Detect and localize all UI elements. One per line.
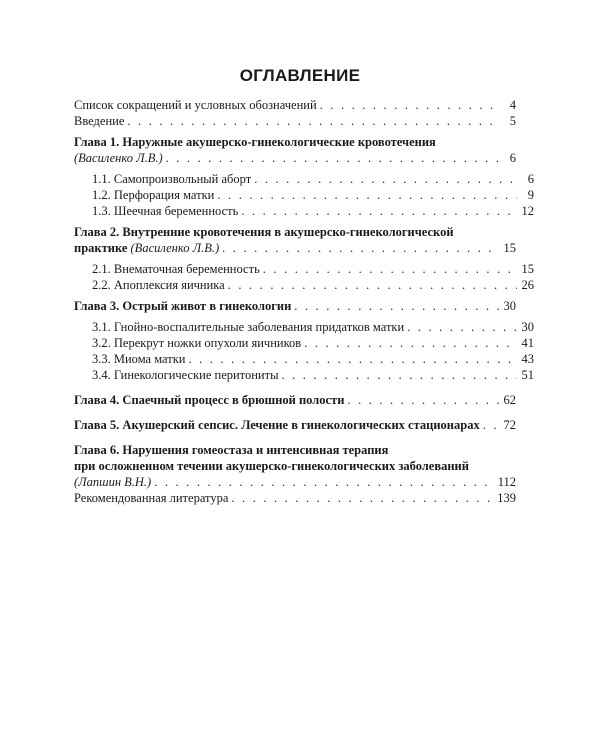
leader-dots [263, 261, 517, 277]
chapter-title: Глава 5. Акушерский сепсис. Лечение в гинекологических стационарах [74, 418, 480, 432]
page-number: 41 [521, 336, 534, 350]
leader-dots [320, 97, 499, 113]
toc-section-2-1[interactable] [74, 261, 534, 277]
page-title: ОГЛАВЛЕНИЕ [239, 66, 361, 85]
leader-dots [483, 417, 499, 433]
leader-dots [154, 474, 494, 490]
leader-dots [347, 392, 499, 408]
section-title: 3.1. Гнойно-воспалительные заболевания придатков матки [92, 320, 405, 334]
toc-section-3-4[interactable] [74, 367, 534, 383]
section-title: 3.4. Гинекологические перитониты [92, 368, 279, 382]
entry-title: Введение [74, 114, 125, 128]
chapter-title: Глава 6. Нарушения гомеостаза и интенсивная терапия [74, 443, 389, 457]
leader-dots [281, 367, 517, 383]
chapter-author: (Василенко Л.В.) [130, 241, 220, 255]
chapter-title: Глава 2. Внутренние кровотечения в акушерско-гинекологической [74, 225, 454, 239]
toc-section-1-1[interactable] [74, 171, 534, 187]
leader-dots [254, 171, 517, 187]
page-number: 26 [521, 278, 534, 292]
section-title: 3.2. Перекрут ножки опухоли яичников [92, 336, 302, 350]
page-number: 139 [497, 491, 516, 505]
toc-chapter-5[interactable] [74, 417, 516, 433]
toc-section-3-1[interactable] [74, 319, 534, 335]
leader-dots [407, 319, 517, 335]
leader-dots [304, 335, 517, 351]
page-number: 4 [509, 98, 516, 112]
leader-dots [241, 203, 517, 219]
chapter-author: (Лапшин В.Н.) [74, 475, 152, 489]
leader-dots [294, 298, 499, 314]
leader-dots [188, 351, 517, 367]
toc-entry-literature[interactable] [74, 490, 516, 506]
section-title: 1.2. Перфорация матки [92, 188, 215, 202]
toc-entry-introduction[interactable] [74, 113, 516, 129]
toc-section-1-2[interactable] [74, 187, 534, 203]
page-number: 51 [521, 368, 534, 382]
page-number: 72 [503, 418, 516, 432]
entry-title: Список сокращений и условных обозначений [74, 98, 317, 112]
page-number: 5 [509, 114, 516, 128]
toc-chapter-1[interactable] [74, 134, 516, 166]
page-number: 30 [503, 299, 516, 313]
page-number: 30 [521, 320, 534, 334]
toc-section-2-2[interactable] [74, 277, 534, 293]
page-number: 15 [521, 262, 534, 276]
toc-entry-abbreviations[interactable] [74, 97, 516, 113]
page-number: 112 [497, 475, 516, 489]
leader-dots [127, 113, 499, 129]
leader-dots [222, 240, 499, 256]
entry-title: Рекомендованная литература [74, 491, 229, 505]
section-title: 2.2. Апоплексия яичника [92, 278, 225, 292]
toc-section-3-3[interactable] [74, 351, 534, 367]
toc-chapter-6[interactable] [74, 442, 516, 490]
page-number: 62 [503, 393, 516, 407]
toc-chapter-4[interactable] [74, 392, 516, 408]
section-title: 3.3. Миома матки [92, 352, 186, 366]
leader-dots [217, 187, 517, 203]
leader-dots [231, 490, 494, 506]
page-number: 12 [521, 204, 534, 218]
section-title: 1.1. Самопроизвольный аборт [92, 172, 252, 186]
chapter-author: (Василенко Л.В.) [74, 151, 163, 165]
section-title: 2.1. Внематочная беременность [92, 262, 260, 276]
chapter-title: Глава 3. Острый живот в гинекологии [74, 299, 292, 313]
toc-chapter-3[interactable] [74, 298, 516, 314]
chapter-title: Глава 4. Спаечный процесс в брюшной полости [74, 393, 345, 407]
chapter-title-continued: при осложненном течении акушерско-гинекологических заболеваний [74, 459, 469, 473]
leader-dots [166, 150, 499, 166]
chapter-title: Глава 1. Наружные акушерско-гинекологические кровотечения [74, 135, 436, 149]
page-number: 6 [509, 151, 516, 165]
page-number: 43 [521, 352, 534, 366]
toc-section-3-2[interactable] [74, 335, 534, 351]
toc-chapter-2[interactable] [74, 224, 516, 256]
section-title: 1.3. Шеечная беременность [92, 204, 239, 218]
toc-section-1-3[interactable] [74, 203, 534, 219]
leader-dots [228, 277, 517, 293]
page-number: 9 [527, 188, 534, 202]
page-number: 15 [503, 241, 516, 255]
table-of-contents [74, 97, 534, 506]
page-number: 6 [527, 172, 534, 186]
chapter-title-continued: практике [74, 241, 128, 255]
